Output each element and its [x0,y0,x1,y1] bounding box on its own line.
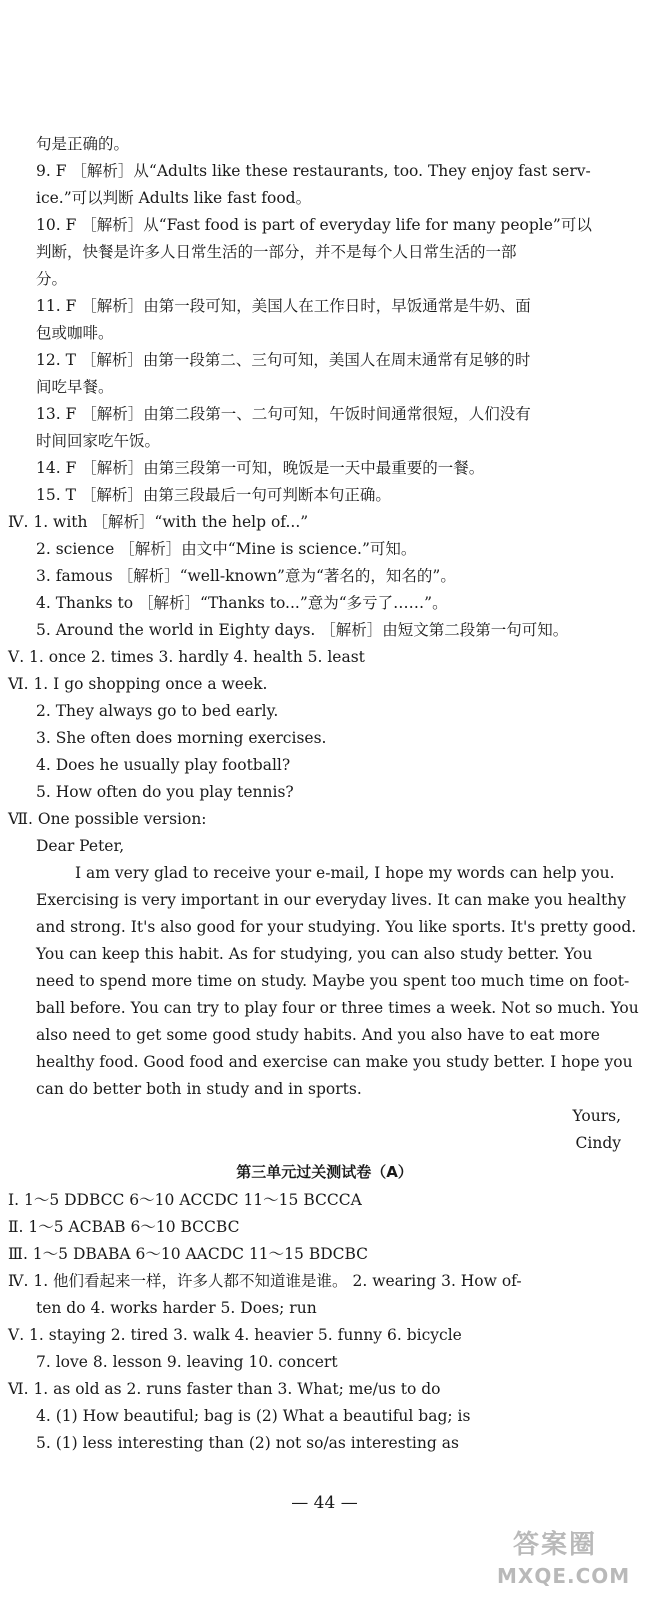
text-line: 11. F ［解析］由第一段可知，美国人在工作日时，早饭通常是牛奶、面 [36,297,531,315]
section-line: Ⅲ. 1～5 DBABA 6～10 AACDC 11～15 BDCBC [8,1245,369,1263]
section-line: Ⅳ. 1. with ［解析］“with the help of...” [8,513,309,531]
section-line: Ⅱ. 1～5 ACBAB 6～10 BCCBC [8,1218,240,1236]
text-line: 3. famous ［解析］“well-known”意为“著名的，知名的”。 [36,567,456,585]
page-number: — 44 — [291,1493,358,1513]
text-line: 13. F ［解析］由第二段第一、二句可知，午饭时间通常很短，人们没有 [36,405,531,423]
text-line: 4. Thanks to ［解析］“Thanks to...”意为“多亏了……”。 [36,594,448,612]
section-line: Ⅴ. 1. once 2. times 3. hardly 4. health 5. least [8,648,365,666]
text-line: 5. (1) less interesting than (2) not so/as interesting as [36,1434,459,1452]
section-line: Ⅵ. 1. as old as 2. runs faster than 3. What; me/us to do [8,1380,441,1398]
watermark-logo [493,1524,643,1594]
text-line: 2. They always go to bed early. [36,702,279,720]
section-line: Ⅴ. 1. staying 2. tired 3. walk 4. heavier 5. funny 6. bicycle [8,1326,462,1344]
text-line: 4. (1) How beautiful; bag is (2) What a beautiful bag; is [36,1407,471,1425]
letter-body-line: I am very glad to receive your e-mail, I hope my words can help you. [75,864,615,882]
text-line: 4. Does he usually play football? [36,756,291,774]
text-line: 包或咖啡。 [36,324,114,342]
text-line: 15. T ［解析］由第三段最后一句可判断本句正确。 [36,486,391,504]
letter-body-line: healthy food. Good food and exercise can make you study better. I hope you [36,1053,633,1071]
text-line: 间吃早餐。 [36,378,114,396]
watermark-top-text: 答案圈 [513,1530,598,1560]
text-line: 判断，快餐是许多人日常生活的一部分，并不是每个人日常生活的一部 [36,243,517,261]
letter-signature: Cindy [575,1134,621,1152]
text-line: 14. F ［解析］由第三段第一可知，晚饭是一天中最重要的一餐。 [36,459,485,477]
section-line: Ⅵ. 1. I go shopping once a week. [8,675,268,693]
letter-closing: Yours, [572,1107,621,1125]
section-line: Ⅶ. One possible version: [8,810,207,828]
text-line: 10. F ［解析］从“Fast food is part of everyday life for many people”可以 [36,216,592,234]
text-line: ice.”可以判断 Adults like fast food。 [36,189,312,207]
text-line: 7. love 8. lesson 9. leaving 10. concert [36,1353,338,1371]
section-line: Ⅰ. 1～5 DDBCC 6～10 ACCDC 11～15 BCCCA [8,1191,362,1209]
letter-body-line: need to spend more time on study. Maybe you spent too much time on foot- [36,972,630,990]
text-line: 时间回家吃午饭。 [36,432,161,450]
watermark-bottom-text: MXQE.COM [497,1564,631,1588]
text-line: ten do 4. works harder 5. Does; run [36,1299,317,1317]
text-line: 5. How often do you play tennis? [36,783,294,801]
letter-body-line: can do better both in study and in sports. [36,1080,362,1098]
text-line: 3. She often does morning exercises. [36,729,327,747]
letter-salutation: Dear Peter, [36,837,125,855]
unit-test-title: 第三单元过关测试卷（A） [236,1163,413,1181]
letter-body-line: Exercising is very important in our everyday lives. It can make you healthy [36,891,626,909]
letter-body-line: You can keep this habit. As for studying, you can also study better. You [36,945,593,963]
section-line: Ⅳ. 1. 他们看起来一样，许多人都不知道谁是谁。 2. wearing 3. How of- [8,1272,522,1290]
text-line: 5. Around the world in Eighty days. ［解析］由短文第二段第一句可知。 [36,621,569,639]
letter-body-line: and strong. It's also good for your studying. You like sports. It's pretty good. [36,918,637,936]
text-line: 句是正确的。 [36,135,130,153]
text-line: 2. science ［解析］由文中“Mine is science.”可知。 [36,540,417,558]
letter-body-line: ball before. You can try to play four or three times a week. Not so much. You [36,999,639,1017]
letter-body-line: also need to get some good study habits. And you also have to eat more [36,1026,600,1044]
text-line: 分。 [36,270,68,288]
text-line: 9. F ［解析］从“Adults like these restaurants, too. They enjoy fast serv- [36,162,591,180]
text-line: 12. T ［解析］由第一段第二、三句可知，美国人在周末通常有足够的时 [36,351,531,369]
